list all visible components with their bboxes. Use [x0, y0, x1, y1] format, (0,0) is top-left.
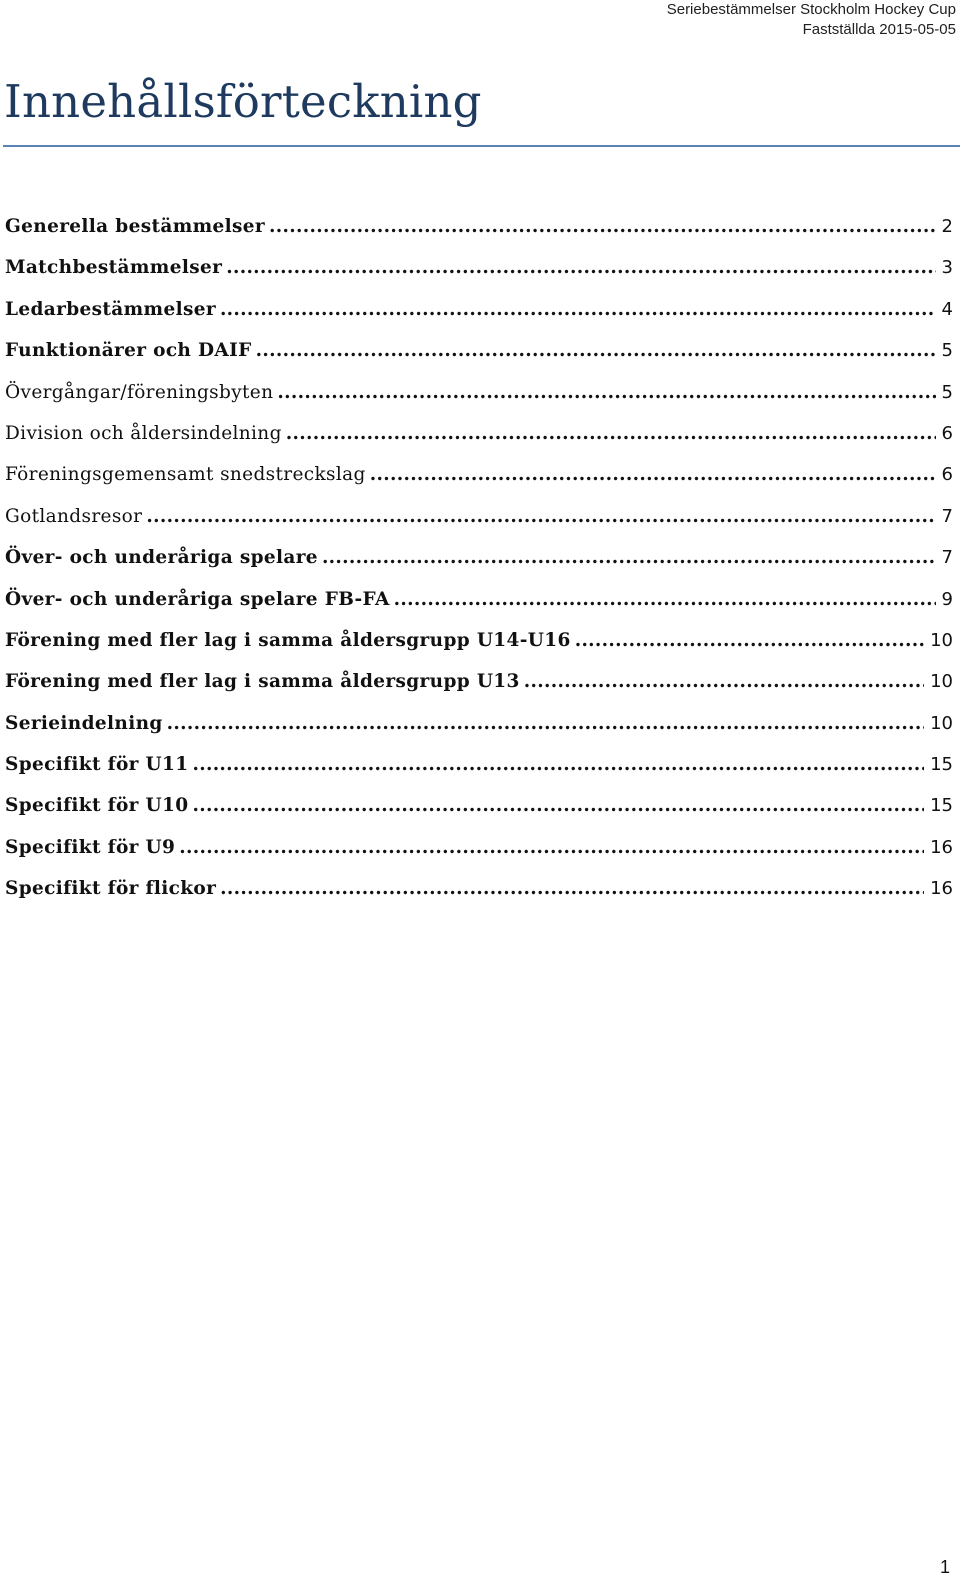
- toc-entry-generella-bestammelser[interactable]: [5, 216, 953, 257]
- toc-entry-over-och-underariga-spelare-fb-fa[interactable]: [5, 589, 953, 630]
- running-header-title: Seriebestämmelser Stockholm Hockey Cup: [666, 1, 956, 18]
- toc-entry-label: Division och åldersindelning: [5, 422, 282, 444]
- toc-entry-page: 10: [930, 712, 953, 734]
- toc-entry-page: 10: [930, 629, 953, 651]
- page-number: 1: [939, 1557, 950, 1577]
- toc-entry-gotlandsresor[interactable]: [5, 506, 953, 547]
- toc-dot-leader: [192, 754, 924, 775]
- toc-entry-page: 6: [941, 464, 953, 486]
- toc-dot-leader: [167, 713, 924, 734]
- toc-entry-specifikt-for-flickor[interactable]: [5, 878, 953, 919]
- running-header-date: Fastställda 2015-05-05: [802, 21, 956, 38]
- toc-entry-label: Specifikt för U11: [5, 754, 189, 776]
- toc-entry-forening-fler-lag-u13[interactable]: [5, 671, 953, 712]
- toc-entry-page: 15: [930, 795, 953, 817]
- table-of-contents: [5, 216, 953, 920]
- toc-entry-page: 7: [941, 505, 953, 527]
- title-underline: [3, 145, 960, 147]
- toc-entry-page: 3: [941, 257, 953, 279]
- toc-dot-leader: [269, 216, 936, 237]
- toc-entry-specifikt-for-u11[interactable]: [5, 754, 953, 795]
- toc-entry-serieindelning[interactable]: [5, 713, 953, 754]
- toc-dot-leader: [322, 547, 936, 568]
- toc-entry-label: Förening med fler lag i samma åldersgrupp U13: [5, 671, 520, 693]
- page-title: Innehållsförteckning: [4, 75, 482, 128]
- toc-entry-specifikt-for-u9[interactable]: [5, 837, 953, 878]
- toc-dot-leader: [226, 257, 935, 278]
- toc-entry-label: Övergångar/föreningsbyten: [5, 381, 274, 403]
- toc-entry-label: Specifikt för U10: [5, 795, 189, 817]
- toc-dot-leader: [524, 671, 924, 692]
- toc-entry-page: 10: [930, 671, 953, 693]
- toc-entry-foreningsgemensamt-snedstreckslag[interactable]: [5, 464, 953, 505]
- toc-entry-label: Specifikt för U9: [5, 836, 176, 858]
- toc-entry-over-och-underariga-spelare[interactable]: [5, 547, 953, 588]
- toc-dot-leader: [286, 423, 936, 444]
- toc-entry-page: 15: [930, 754, 953, 776]
- toc-entry-label: Föreningsgemensamt snedstreckslag: [5, 464, 366, 486]
- toc-entry-funktionarer-och-daif[interactable]: [5, 340, 953, 381]
- toc-entry-page: 7: [941, 547, 953, 569]
- toc-entry-label: Matchbestämmelser: [5, 257, 223, 279]
- toc-entry-page: 16: [930, 878, 953, 900]
- toc-entry-label: Förening med fler lag i samma åldersgrupp U14-U16: [5, 629, 571, 651]
- toc-dot-leader: [220, 299, 936, 320]
- toc-entry-page: 16: [930, 836, 953, 858]
- toc-entry-page: 2: [941, 216, 953, 237]
- toc-dot-leader: [220, 878, 924, 899]
- toc-dot-leader: [146, 506, 935, 527]
- toc-dot-leader: [575, 630, 924, 651]
- toc-entry-page: 5: [941, 381, 953, 403]
- toc-entry-overgangar[interactable]: [5, 382, 953, 423]
- toc-entry-division-och-aldersindelning[interactable]: [5, 423, 953, 464]
- toc-entry-label: Funktionärer och DAIF: [5, 340, 252, 362]
- toc-dot-leader: [192, 795, 924, 816]
- toc-dot-leader: [179, 837, 924, 858]
- toc-entry-page: 9: [941, 588, 953, 610]
- toc-entry-label: Över- och underåriga spelare FB-FA: [5, 588, 390, 610]
- toc-entry-label: Serieindelning: [5, 712, 163, 734]
- toc-entry-forening-fler-lag-u14-u16[interactable]: [5, 630, 953, 671]
- toc-entry-page: 4: [941, 298, 953, 320]
- toc-entry-page: 5: [941, 340, 953, 362]
- toc-entry-matchbestammelser[interactable]: [5, 257, 953, 298]
- toc-dot-leader: [277, 382, 935, 403]
- toc-entry-label: Specifikt för flickor: [5, 878, 217, 900]
- toc-entry-label: Gotlandsresor: [5, 505, 143, 527]
- toc-entry-ledarbestammelser[interactable]: [5, 299, 953, 340]
- toc-dot-leader: [394, 589, 936, 610]
- toc-dot-leader: [256, 340, 936, 361]
- toc-entry-label: Över- och underåriga spelare: [5, 547, 318, 569]
- toc-entry-label: Generella bestämmelser: [5, 216, 266, 237]
- toc-entry-page: 6: [941, 422, 953, 444]
- toc-dot-leader: [370, 464, 936, 485]
- toc-entry-specifikt-for-u10[interactable]: [5, 795, 953, 836]
- toc-entry-label: Ledarbestämmelser: [5, 298, 216, 320]
